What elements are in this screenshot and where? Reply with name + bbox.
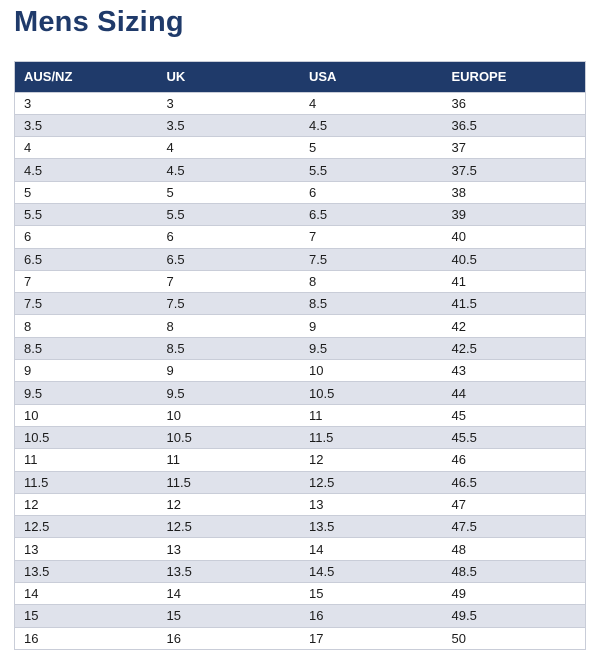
cell-usa: 9 [300,315,443,337]
cell-europe: 41.5 [443,293,586,315]
cell-europe: 48 [443,538,586,560]
cell-aus-nz: 7.5 [15,293,158,315]
cell-aus-nz: 3.5 [15,114,158,136]
cell-europe: 40 [443,226,586,248]
column-header-usa: USA [309,69,337,85]
cell-europe: 42.5 [443,337,586,359]
cell-aus-nz: 8 [15,315,158,337]
cell-uk: 9.5 [158,382,301,404]
cell-europe: 50 [443,627,586,649]
table-row [15,315,585,337]
cell-aus-nz: 6.5 [15,248,158,270]
cell-usa: 11.5 [300,426,443,448]
cell-europe: 36 [443,92,586,114]
cell-usa: 10 [300,360,443,382]
cell-uk: 12.5 [158,516,301,538]
cell-usa: 4 [300,92,443,114]
cell-uk: 7 [158,270,301,292]
column-header-europe: EUROPE [451,69,507,85]
cell-aus-nz: 11 [15,449,158,471]
cell-aus-nz: 16 [15,627,158,649]
cell-uk: 10.5 [158,426,301,448]
cell-uk: 8.5 [158,337,301,359]
cell-usa: 14 [300,538,443,560]
table-row [15,404,585,426]
sizing-table-container [14,61,586,650]
cell-uk: 11.5 [158,471,301,493]
cell-uk: 4.5 [158,159,301,181]
cell-usa: 13.5 [300,516,443,538]
cell-usa: 13 [300,493,443,515]
table-row [15,92,585,114]
cell-usa: 14.5 [300,560,443,582]
cell-aus-nz: 10 [15,404,158,426]
table-row [15,203,585,225]
cell-aus-nz: 6 [15,226,158,248]
cell-usa: 8 [300,270,443,292]
table-row [15,137,585,159]
cell-europe: 47 [443,493,586,515]
cell-aus-nz: 9.5 [15,382,158,404]
table-row [15,583,585,605]
column-header-aus-nz: AUS/NZ [24,69,73,85]
cell-usa: 9.5 [300,337,443,359]
table-row [15,270,585,292]
cell-uk: 5.5 [158,203,301,225]
cell-uk: 13 [158,538,301,560]
cell-aus-nz: 8.5 [15,337,158,359]
cell-uk: 4 [158,137,301,159]
cell-usa: 4.5 [300,114,443,136]
cell-uk: 8 [158,315,301,337]
cell-uk: 6.5 [158,248,301,270]
cell-aus-nz: 15 [15,605,158,627]
table-body [15,92,585,649]
cell-uk: 15 [158,605,301,627]
table-row [15,382,585,404]
cell-usa: 10.5 [300,382,443,404]
table-row [15,159,585,181]
cell-aus-nz: 7 [15,270,158,292]
cell-aus-nz: 13 [15,538,158,560]
cell-aus-nz: 3 [15,92,158,114]
cell-aus-nz: 9 [15,360,158,382]
cell-europe: 45.5 [443,426,586,448]
cell-usa: 11 [300,404,443,426]
cell-aus-nz: 5 [15,181,158,203]
cell-europe: 44 [443,382,586,404]
page-title: Mens Sizing [14,6,184,38]
cell-usa: 5.5 [300,159,443,181]
cell-usa: 6.5 [300,203,443,225]
cell-aus-nz: 10.5 [15,426,158,448]
cell-europe: 42 [443,315,586,337]
cell-uk: 16 [158,627,301,649]
cell-usa: 7 [300,226,443,248]
cell-usa: 5 [300,137,443,159]
cell-usa: 8.5 [300,293,443,315]
cell-uk: 6 [158,226,301,248]
cell-aus-nz: 14 [15,583,158,605]
cell-uk: 10 [158,404,301,426]
cell-aus-nz: 11.5 [15,471,158,493]
cell-uk: 11 [158,449,301,471]
table-row [15,114,585,136]
table-row [15,248,585,270]
cell-uk: 13.5 [158,560,301,582]
table-row [15,493,585,515]
cell-usa: 12 [300,449,443,471]
table-row [15,426,585,448]
table-row [15,560,585,582]
cell-usa: 16 [300,605,443,627]
cell-aus-nz: 13.5 [15,560,158,582]
cell-uk: 3.5 [158,114,301,136]
cell-aus-nz: 4 [15,137,158,159]
header-row [15,62,585,92]
cell-europe: 41 [443,270,586,292]
cell-uk: 9 [158,360,301,382]
sizing-table [15,62,585,649]
table-row [15,293,585,315]
table-header [15,62,585,92]
cell-europe: 46 [443,449,586,471]
cell-europe: 49 [443,583,586,605]
cell-usa: 17 [300,627,443,649]
cell-usa: 6 [300,181,443,203]
cell-europe: 39 [443,203,586,225]
cell-uk: 14 [158,583,301,605]
table-row [15,181,585,203]
cell-uk: 5 [158,181,301,203]
cell-europe: 48.5 [443,560,586,582]
cell-aus-nz: 4.5 [15,159,158,181]
table-row [15,226,585,248]
column-header-uk: UK [166,69,186,85]
cell-aus-nz: 12 [15,493,158,515]
cell-europe: 37.5 [443,159,586,181]
cell-uk: 12 [158,493,301,515]
cell-europe: 43 [443,360,586,382]
cell-uk: 7.5 [158,293,301,315]
cell-usa: 7.5 [300,248,443,270]
table-row [15,627,585,649]
cell-europe: 45 [443,404,586,426]
cell-aus-nz: 5.5 [15,203,158,225]
cell-europe: 40.5 [443,248,586,270]
table-row [15,449,585,471]
cell-europe: 38 [443,181,586,203]
table-row [15,337,585,359]
table-row [15,516,585,538]
table-row [15,605,585,627]
cell-europe: 47.5 [443,516,586,538]
table-row [15,471,585,493]
table-row [15,538,585,560]
cell-aus-nz: 12.5 [15,516,158,538]
cell-europe: 49.5 [443,605,586,627]
cell-europe: 37 [443,137,586,159]
table-row [15,360,585,382]
cell-uk: 3 [158,92,301,114]
cell-europe: 46.5 [443,471,586,493]
cell-europe: 36.5 [443,114,586,136]
cell-usa: 12.5 [300,471,443,493]
cell-usa: 15 [300,583,443,605]
